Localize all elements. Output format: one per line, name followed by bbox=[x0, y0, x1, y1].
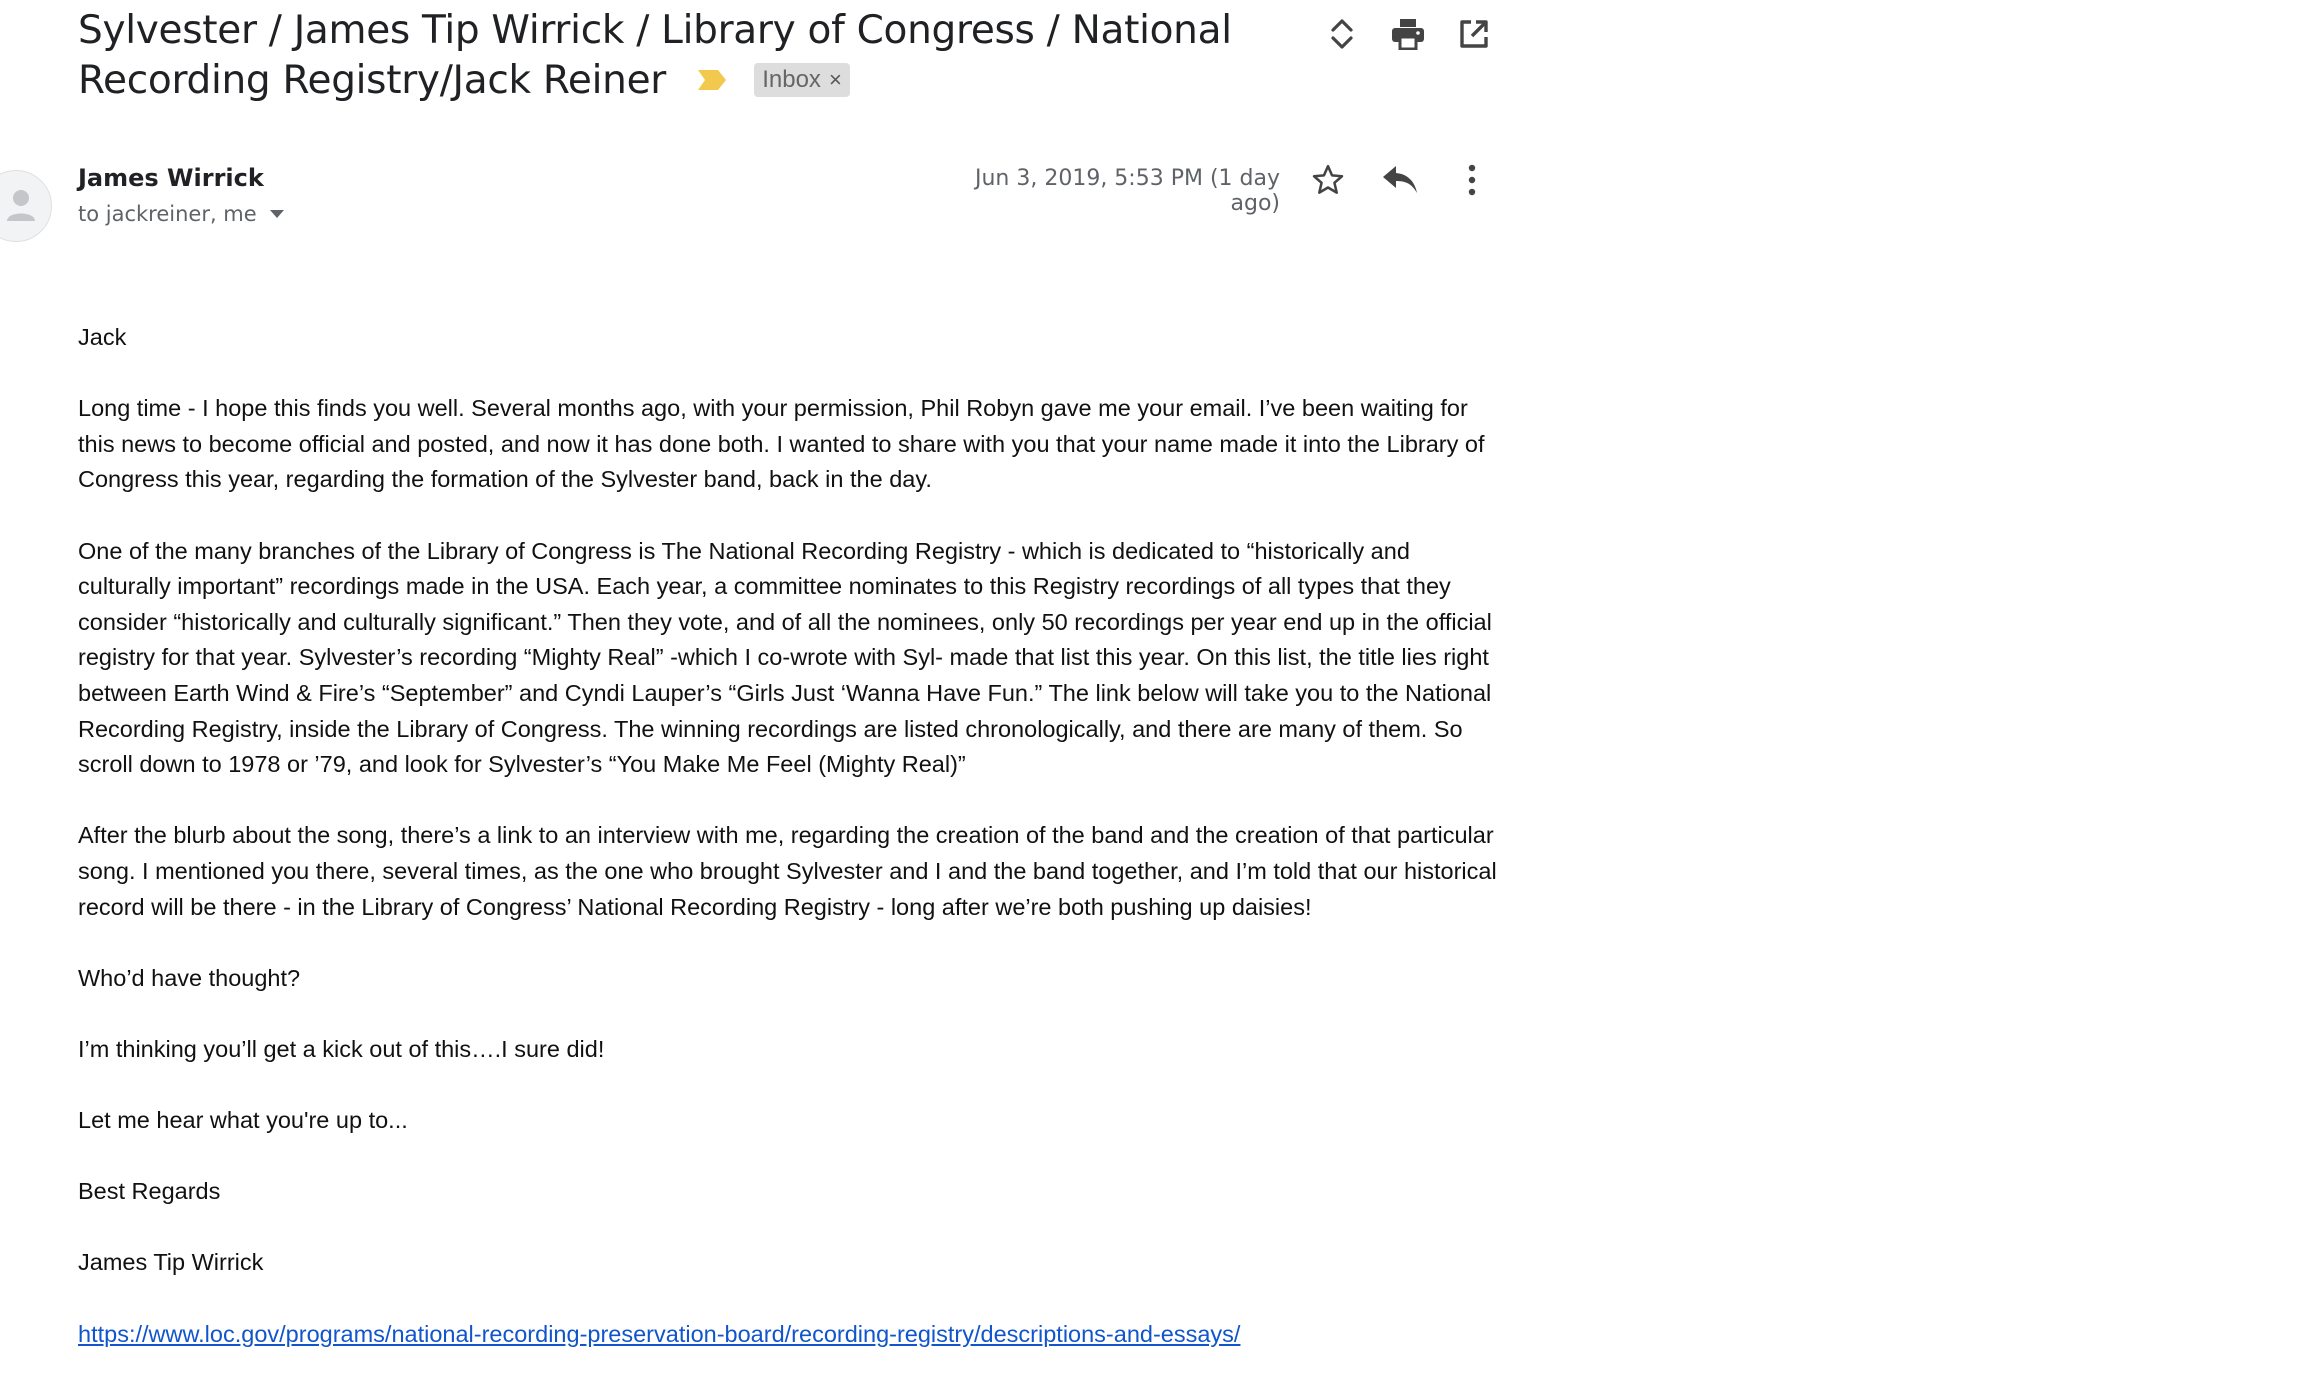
sender-avatar[interactable] bbox=[0, 170, 52, 242]
body-greeting: Jack bbox=[78, 324, 127, 350]
body-paragraph: One of the many branches of the Library of Congress is The National Recording Registry - which is dedicated to “historically and culturally important” recordings made in the USA. Each year, a committee nominates to this Registry recordings of all types that they consider “historically and culturally significant.” Then they vote, and of all the nominees, only 50 recordings per year end up in the official registry for that year. Sylvester’s recording “Mighty Real” -which I co-wrote with Syl- made that list this year. On this list, the title lies right between Earth Wind & Fire’s “September” and Cyndi Lauper’s “Girls Just ‘Wanna Have Fun.” The link below will take you to the National Recording Registry, inside the Library of Congress. The winning recordings are listed chronologically, and there are many of them. So scroll down to 1978 or ’79, and look for Sylvester’s “You Make Me Feel (Mighty Real)” bbox=[78, 537, 1492, 778]
body-paragraph: Who’d have thought? bbox=[78, 964, 301, 991]
message-date: Jun 3, 2019, 5:53 PM (1 day ago) bbox=[974, 166, 1280, 216]
email-subject bbox=[78, 6, 1318, 106]
thread-toolbar bbox=[1320, 12, 1500, 56]
inbox-label-text: Inbox bbox=[762, 65, 821, 93]
sender-name[interactable]: James Wirrick bbox=[78, 164, 264, 192]
reply-icon[interactable] bbox=[1378, 158, 1422, 202]
body-paragraph: I’m thinking you’ll get a kick out of this….I sure did! bbox=[78, 1035, 605, 1062]
star-icon[interactable] bbox=[1306, 158, 1350, 202]
show-details-dropdown-icon[interactable] bbox=[269, 209, 285, 219]
registry-link[interactable]: https://www.loc.gov/programs/national-recording-preservation-board/recording-registry/descriptions-and-essays/ bbox=[78, 1320, 1241, 1347]
open-in-new-window-icon[interactable] bbox=[1452, 12, 1496, 56]
important-marker-icon[interactable] bbox=[696, 55, 728, 105]
expand-collapse-icon[interactable] bbox=[1320, 12, 1364, 56]
recipients-text: to jackreiner, me bbox=[78, 202, 257, 226]
body-paragraph: Let me hear what you're up to... bbox=[78, 1107, 408, 1134]
recipients-line bbox=[78, 202, 285, 226]
body-paragraph: After the blurb about the song, there’s a link to an interview with me, regarding the creation of the band and the creation of that particular song. I mentioned you there, several times, as the one who brought Sylvester and I and the band together, and I’m told that our historical record will be there - in the Library of Congress’ National Recording Registry - long after we’re both pushing up daisies! bbox=[78, 822, 1497, 920]
inbox-label-chip bbox=[754, 63, 850, 97]
remove-label-button[interactable]: × bbox=[828, 66, 842, 92]
body-closing: Best Regards bbox=[78, 1178, 221, 1205]
body-paragraph: Long time - I hope this finds you well. Several months ago, with your permission, Phil Robyn gave me your email. I’ve been waiting for this news to become official and posted, and now it has done both. I wanted to share with you that your name made it into the Library of Congress this year, regarding the formation of the Sylvester band, back in the day. bbox=[78, 395, 1485, 493]
subject-text: Sylvester / James Tip Wirrick / Library of Congress / National Recording Registry/Jack Reiner bbox=[78, 8, 1232, 103]
body-signature: James Tip Wirrick bbox=[78, 1249, 264, 1276]
email-body bbox=[78, 320, 1498, 1388]
more-vertical-icon[interactable] bbox=[1450, 158, 1494, 202]
print-icon[interactable] bbox=[1386, 12, 1430, 56]
